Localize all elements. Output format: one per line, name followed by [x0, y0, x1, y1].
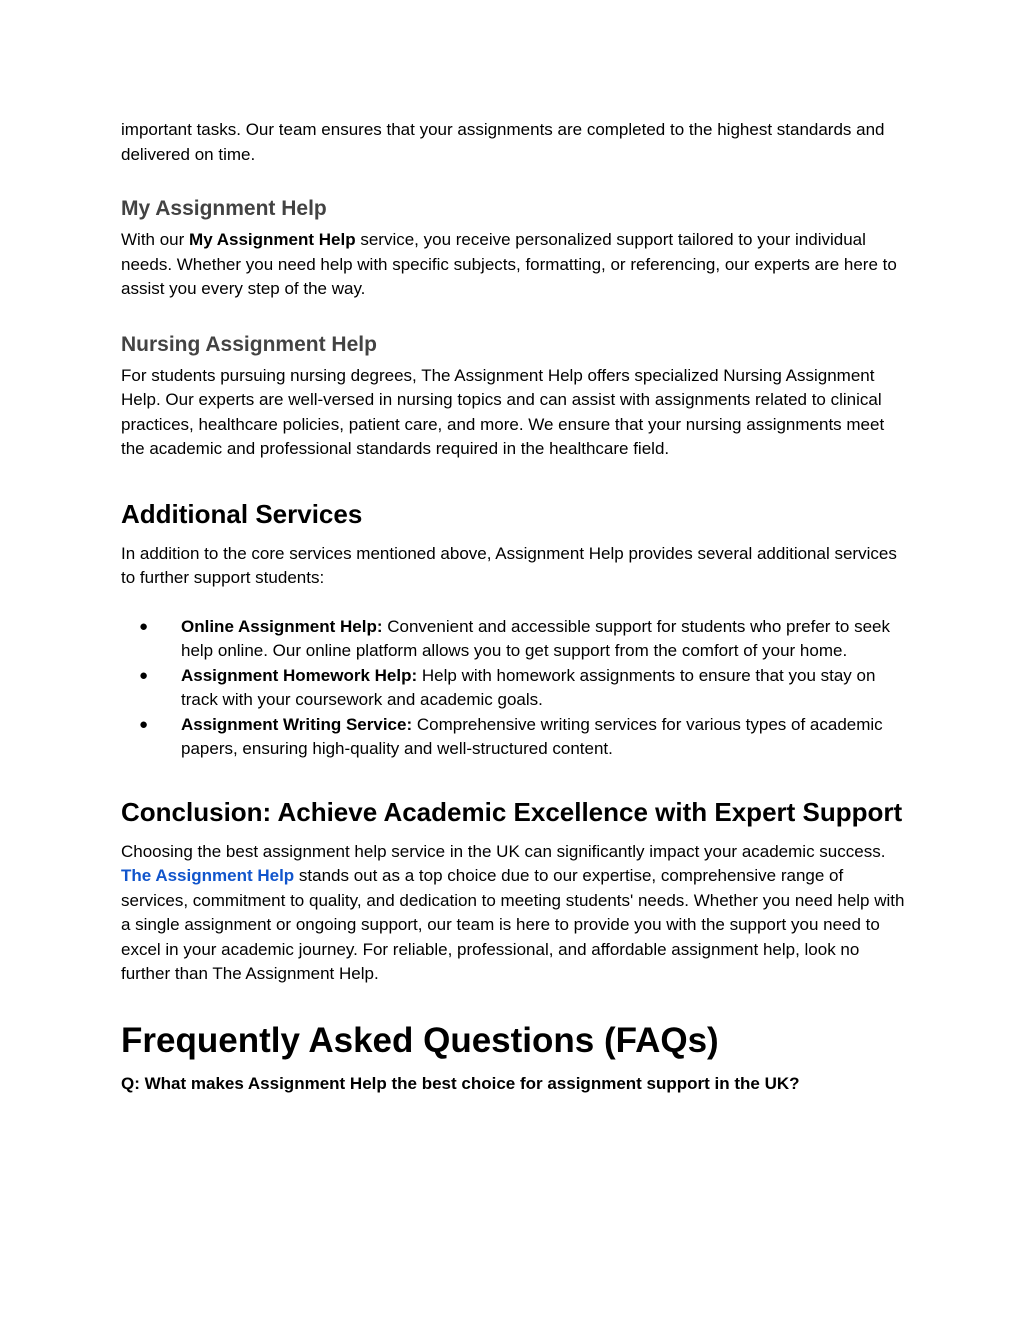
list-item-label: Assignment Writing Service:: [181, 714, 413, 734]
bullet-icon: ●: [139, 617, 149, 635]
nursing-assignment-help-paragraph: For students pursuing nursing degrees, The Assignment Help offers specialized Nursing Assignment Help. Our experts are well-versed in nursing topics and can assist with assignments related to clinical practices, healthcare policies, patient care, and more. We ensure that your nursing assignments meet the academic and professional standards required in the healthcare field.: [121, 365, 885, 458]
list-item: [121, 664, 911, 713]
list-item-label: Assignment Homework Help:: [181, 665, 418, 685]
the-assignment-help-link[interactable]: The Assignment Help: [121, 866, 295, 885]
my-assignment-help-heading: My Assignment Help: [121, 197, 327, 220]
intro-paragraph: important tasks. Our team ensures that your assignments are completed to the highest standards and delivered on time.: [121, 120, 885, 164]
additional-services-heading: Additional Services: [121, 498, 363, 529]
bullet-icon: ●: [139, 666, 149, 684]
additional-services-list: [121, 615, 911, 762]
my-assignment-help-paragraph: With our My Assignment Help service, you receive personalized support tailored to your individual needs. Whether you need help with specific subjects, formatting, or referencing, our experts are here to assist you every step of the way.: [121, 230, 897, 298]
list-item: [121, 713, 911, 762]
document-page: [121, 118, 911, 1096]
faq-heading: Frequently Asked Questions (FAQs): [121, 1020, 719, 1060]
my-assignment-help-bold: My Assignment Help: [189, 230, 356, 249]
bullet-icon: ●: [139, 715, 149, 733]
list-item-text: Convenient and accessible support for students who prefer to seek help online. Our online platform allows you to get support from the comfort of your home.: [181, 616, 890, 660]
list-item: [121, 615, 911, 664]
list-item-text: Comprehensive writing services for various types of academic papers, ensuring high-quality and well-structured content.: [181, 714, 883, 758]
list-item-label: Online Assignment Help:: [181, 616, 383, 636]
list-item-text: Help with homework assignments to ensure that you stay on track with your coursework and academic goals.: [181, 665, 876, 709]
nursing-assignment-help-heading: Nursing Assignment Help: [121, 332, 377, 356]
faq-question: Q: What makes Assignment Help the best choice for assignment support in the UK?: [121, 1073, 800, 1093]
conclusion-paragraph: Choosing the best assignment help service in the UK can significantly impact your academic success. The Assignment Help stands out as a top choice due to our expertise, comprehensive range of services, commitment to quality, and dedication to meeting students' needs. Whether you need help with a single assignment or ongoing support, our team is here to provide you with the support you need to excel in your academic journey. For reliable, professional, and affordable assignment help, look no further than The Assignment Help.: [121, 841, 905, 983]
conclusion-heading: Conclusion: Achieve Academic Excellence with Expert Support: [121, 796, 903, 827]
additional-services-intro: In addition to the core services mentioned above, Assignment Help provides several additional services to further support students:: [121, 543, 897, 587]
